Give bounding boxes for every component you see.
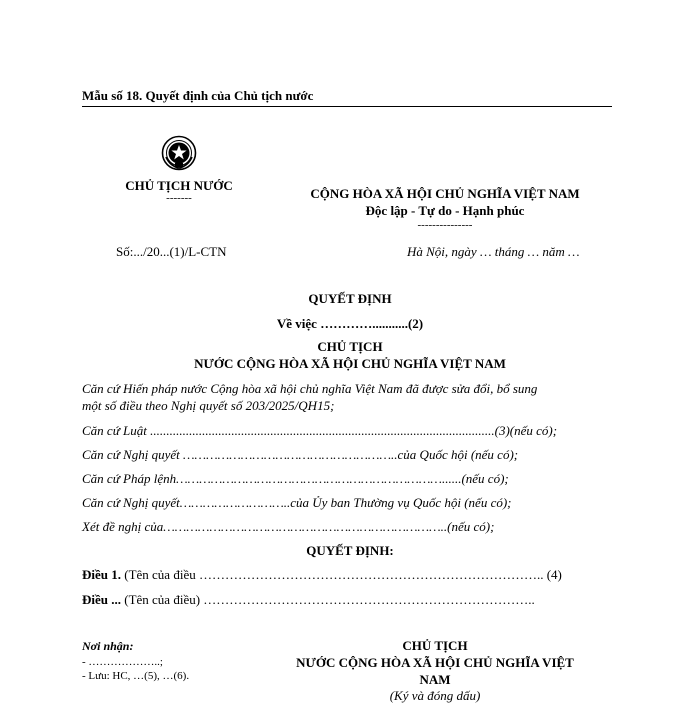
form-title: Mẫu số 18. Quyết định của Chủ tịch nước xyxy=(82,88,314,103)
basis-law: Căn cứ Luật ..........................................................................................................(3)(nếu có); xyxy=(82,423,558,438)
authority-title: CHỦ TỊCH xyxy=(317,339,383,354)
header-rule xyxy=(82,106,612,107)
signature-note: (Ký và đóng dấu) xyxy=(389,688,481,703)
document-type: QUYẾT ĐỊNH xyxy=(308,291,392,306)
article-1 xyxy=(82,567,562,583)
national-name: CỘNG HÒA XÃ HỘI CHỦ NGHĨA VIỆT NAM xyxy=(310,186,580,201)
issuer-name: CHỦ TỊCH NƯỚC xyxy=(125,178,233,193)
document-subject: Về việc …………...........(2) xyxy=(276,316,424,331)
basis-proposal: Xét đề nghị của………………………………………………………………..(nếu có); xyxy=(82,519,495,534)
basis-resolution-assembly: Căn cứ Nghị quyết ………………………………………………..của Quốc hội (nếu có); xyxy=(82,447,519,462)
national-motto: Độc lập - Tự do - Hạnh phúc xyxy=(365,203,525,218)
signature-authority: NƯỚC CỘNG HÒA XÃ HỘI CHỦ NGHĨA VIỆT xyxy=(296,655,574,670)
article-n-text: (Tên của điều) ………………………………………………………………….. xyxy=(121,592,535,607)
national-divider: --------------- xyxy=(417,219,473,231)
recipient-archive: - Lưu: HC, …(5), …(6). xyxy=(82,670,190,682)
article-1-text: (Tên của điều …………………………………………………………………….. (4) xyxy=(121,567,562,582)
recipients-title: Nơi nhận: xyxy=(82,639,134,653)
signature-title: CHỦ TỊCH xyxy=(402,638,468,653)
national-emblem-icon xyxy=(161,135,197,171)
recipient-item: - ………………..; xyxy=(82,656,163,668)
article-n-label: Điều ... xyxy=(82,592,121,607)
basis-resolution-committee: Căn cứ Nghị quyết………………………..của Ủy ban Thường vụ Quốc hội (nếu có); xyxy=(82,495,512,510)
basis-ordinance: Căn cứ Pháp lệnh……………………………………………………………......(nếu có); xyxy=(82,471,509,486)
basis-constitution-line1: Căn cứ Hiến pháp nước Cộng hòa xã hội chủ nghĩa Việt Nam đã được sửa đổi, bổ sung xyxy=(82,381,538,396)
authority-full-name: NƯỚC CỘNG HÒA XÃ HỘI CHỦ NGHĨA VIỆT NAM xyxy=(194,356,506,371)
document-number: Số:.../20...(1)/L-CTN xyxy=(116,244,227,259)
decision-heading: QUYẾT ĐỊNH: xyxy=(306,543,394,558)
issuer-divider: ------- xyxy=(166,192,192,204)
basis-constitution-line2: một số điều theo Nghị quyết số 203/2025/QH15; xyxy=(82,398,335,413)
place-date: Hà Nội, ngày … tháng … năm … xyxy=(407,244,580,259)
article-1-label: Điều 1. xyxy=(82,567,121,582)
signature-authority-cont: NAM xyxy=(419,672,451,687)
article-n xyxy=(82,592,535,608)
